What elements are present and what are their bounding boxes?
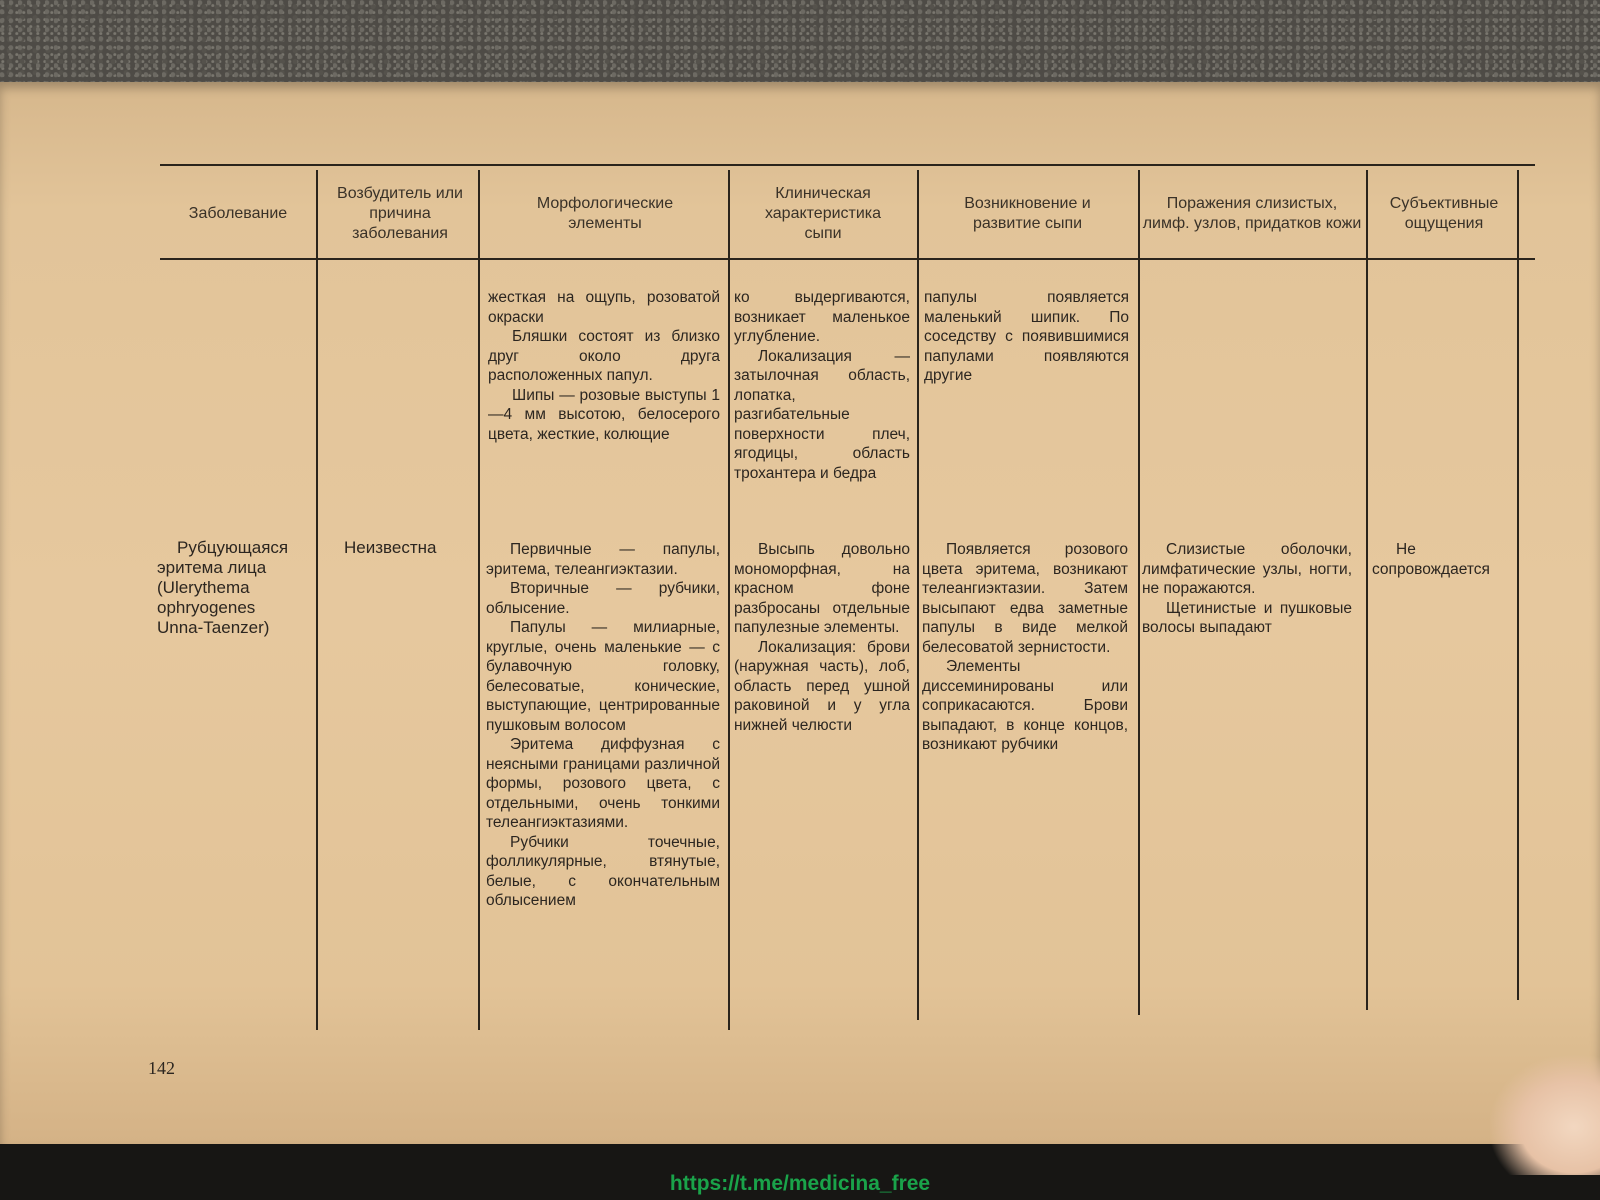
header-subjective: Субъективные ощущения bbox=[1389, 195, 1499, 232]
text-paragraph: Слизистые оболочки, лимфатические узлы, ногти, не поражаются. bbox=[1142, 541, 1352, 597]
table-header-rule bbox=[160, 258, 1535, 260]
thumb-image bbox=[1490, 1055, 1600, 1175]
cell-morphology bbox=[486, 540, 720, 911]
text-paragraph: Высыпь довольно мономорфная, на красном фоне разбросаны отдельные папулезные элементы. bbox=[734, 541, 910, 636]
header-development: Возникновение и развитие сыпи bbox=[964, 195, 1091, 232]
column-divider bbox=[478, 170, 480, 1030]
column-divider bbox=[917, 170, 919, 1020]
text-paragraph: Щетинистые и пушковые волосы выпадают bbox=[1142, 599, 1352, 636]
text-paragraph: Элементы диссеминированы или соприкасаются. Брови выпадают, в конце концов, возникают рубчики bbox=[922, 658, 1128, 753]
header-disease: Заболевание bbox=[188, 205, 288, 222]
cell-development-continued bbox=[924, 288, 1129, 386]
text-paragraph: Появляется розового цвета эритема, возникают телеангиэктазии. Затем высыпают едва заметные папулы в виде мелкой белесоватой зернистости. bbox=[922, 541, 1128, 656]
text-paragraph: Локализация — затылочная область, лопатка, разгибательные поверхности плеч, ягодицы, область трохантера и бедра bbox=[734, 347, 910, 482]
header-morphology: Морфологические элементы bbox=[536, 195, 674, 232]
column-divider bbox=[728, 170, 730, 1030]
cell-cause bbox=[344, 538, 474, 558]
cell-disease bbox=[157, 538, 309, 638]
text-paragraph: Первичные — папулы, эритема, телеангиэктазии. bbox=[486, 541, 720, 578]
cell-mucosa bbox=[1142, 540, 1352, 638]
text-paragraph: Локализация: брови (наружная часть), лоб, область перед ушной раковиной и у угла нижней челюсти bbox=[734, 638, 910, 734]
cell-clinical-continued bbox=[734, 288, 910, 483]
header-mucosa: Поражения слизистых, лимф. узлов, придатков кожи bbox=[1142, 195, 1362, 232]
text-paragraph: папулы появляется маленький шипик. По соседству с появившимися папулами появляются другие bbox=[924, 289, 1129, 384]
text-paragraph: Не сопровождается bbox=[1372, 541, 1490, 578]
text-paragraph: Эритема диффузная с неясными границами различной формы, розового цвета, с отдельными, очень тонкими телеангиэктазиями. bbox=[486, 736, 720, 831]
table-top-rule bbox=[160, 164, 1535, 166]
disease-line: Unna-Taenzer) bbox=[157, 618, 270, 637]
disease-line: ophryogenes bbox=[157, 598, 256, 617]
cell-morphology-continued bbox=[488, 288, 720, 444]
column-divider bbox=[1138, 170, 1140, 1015]
cell-development bbox=[922, 540, 1128, 755]
column-divider bbox=[316, 170, 318, 1030]
disease-line: Рубцующаяся bbox=[177, 538, 289, 557]
page-number: 142 bbox=[148, 1058, 175, 1078]
header-cause: Возбудитель или причина заболевания bbox=[337, 185, 463, 242]
text-paragraph: Папулы — милиарные, круглые, очень маленькие — с булавочную головку, белесоватые, конические, выступающие, центрированные пушковым волосом bbox=[486, 619, 720, 734]
text-paragraph: ко выдергиваются, возникает маленькое углубление. bbox=[734, 289, 910, 345]
header-clinical: Клиническая характеристика сыпи bbox=[764, 185, 882, 242]
disease-line: эритема лица bbox=[157, 558, 267, 577]
text-paragraph: Шипы — розовые выступы 1—4 мм высотою, белосерого цвета, жесткие, колющие bbox=[488, 386, 720, 443]
source-link[interactable]: https://t.me/medicina_free bbox=[669, 1172, 931, 1195]
text-paragraph: Рубчики точечные, фолликулярные, втянутые, белые, с окончательным облысением bbox=[486, 833, 720, 909]
cell-clinical bbox=[734, 540, 910, 735]
column-divider bbox=[1517, 170, 1519, 1000]
text-paragraph: жесткая на ощупь, розоватой окраски bbox=[488, 289, 720, 326]
column-divider bbox=[1366, 170, 1368, 1010]
disease-line: (Ulerythema bbox=[157, 578, 250, 597]
text-paragraph: Вторичные — рубчики, облысение. bbox=[486, 580, 720, 617]
cause-text: Неизвестна bbox=[344, 538, 437, 557]
cell-subjective bbox=[1372, 540, 1512, 579]
text-paragraph: Бляшки состоят из близко друг около друга расположенных папул. bbox=[488, 328, 720, 384]
